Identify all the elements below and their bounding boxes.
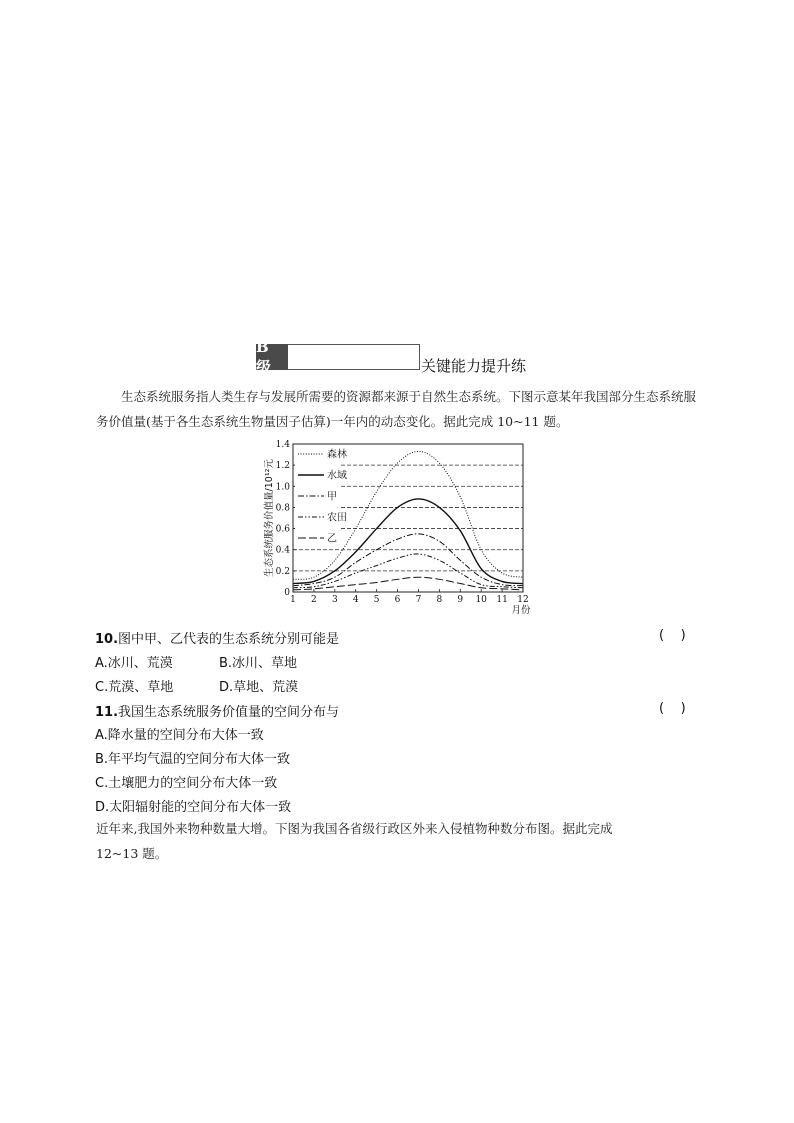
option-a[interactable]: A.降水量的空间分布大体一致 xyxy=(95,728,264,743)
section-title: 关键能力提升练 xyxy=(421,357,527,375)
question-number: 11. xyxy=(95,705,119,720)
x-tick-label: 11 xyxy=(496,595,508,605)
option-a[interactable]: A.冰川、荒漠 xyxy=(95,656,173,671)
legend-label: 甲 xyxy=(327,491,337,503)
y-tick-label: 0.6 xyxy=(275,524,290,535)
section-level-box xyxy=(256,337,420,376)
x-tick-label: 6 xyxy=(394,595,401,605)
y-tick-label: 1.4 xyxy=(275,440,290,450)
next-intro-line-2: 12~13 题。 xyxy=(96,846,168,861)
x-tick-label: 9 xyxy=(457,595,464,605)
y-tick-label: 0.8 xyxy=(275,503,290,514)
x-tick-label: 3 xyxy=(331,595,338,605)
option-d[interactable]: D.草地、荒漠 xyxy=(219,680,299,695)
option-b[interactable]: B.冰川、草地 xyxy=(219,656,298,671)
x-tick-label: 12 xyxy=(517,595,529,605)
intro-text: 生态系统服务指人类生存与发展所需要的资源都来源于自然生态系统。下图示意某年我国部分生态系统服务价值量(基于各生态系统生物量因子估算)一年内的动态变化。据此完成 10~11 题。 xyxy=(96,389,697,429)
y-tick-label: 0 xyxy=(284,588,290,598)
next-intro-paragraph xyxy=(96,816,706,866)
series-line-乙 xyxy=(293,577,523,590)
legend-label: 农田 xyxy=(327,512,347,524)
intro-paragraph xyxy=(96,384,696,434)
x-tick-label: 4 xyxy=(352,595,359,605)
y-tick-label: 1.2 xyxy=(275,461,290,472)
y-axis-label: 生态系统服务价值量/10¹²元 xyxy=(264,459,275,577)
question-11 xyxy=(95,701,705,720)
answer-paren: ( ) xyxy=(659,628,686,643)
legend-label: 乙 xyxy=(327,533,337,545)
question-10 xyxy=(95,628,705,647)
y-tick-label: 0.2 xyxy=(275,566,290,577)
legend-label: 水域 xyxy=(327,470,347,482)
value-line-chart xyxy=(262,437,536,617)
x-tick-label: 5 xyxy=(373,595,380,605)
options-row xyxy=(95,676,298,695)
level-blank-field xyxy=(288,344,420,370)
level-badge: B 级 xyxy=(256,344,288,370)
y-tick-label: 1.0 xyxy=(275,482,290,493)
question-stem: 我国生态系统服务价值量的空间分布与 xyxy=(118,705,340,720)
options-row xyxy=(95,652,297,671)
x-tick-label: 8 xyxy=(436,595,443,605)
option-d[interactable]: D.太阳辐射能的空间分布大体一致 xyxy=(95,800,292,815)
y-tick-label: 0.4 xyxy=(275,545,290,556)
x-axis-label: 月份 xyxy=(511,605,531,616)
option-b[interactable]: B.年平均气温的空间分布大体一致 xyxy=(95,752,291,767)
option-c[interactable]: C.荒漠、草地 xyxy=(95,680,174,695)
x-tick-label: 10 xyxy=(475,595,487,605)
x-tick-label: 2 xyxy=(311,595,317,605)
question-stem: 图中甲、乙代表的生态系统分别可能是 xyxy=(118,632,340,647)
x-tick-label: 1 xyxy=(290,595,296,605)
answer-paren: ( ) xyxy=(659,701,686,716)
x-tick-label: 7 xyxy=(415,595,422,605)
legend-label: 森林 xyxy=(327,449,347,461)
question-number: 10. xyxy=(95,632,119,647)
option-c[interactable]: C.土壤肥力的空间分布大体一致 xyxy=(95,776,278,791)
next-intro-line-1: 近年来,我国外来物种数量大增。下图为我国各省级行政区外来入侵植物种数分布图。据此完成 xyxy=(96,821,613,836)
